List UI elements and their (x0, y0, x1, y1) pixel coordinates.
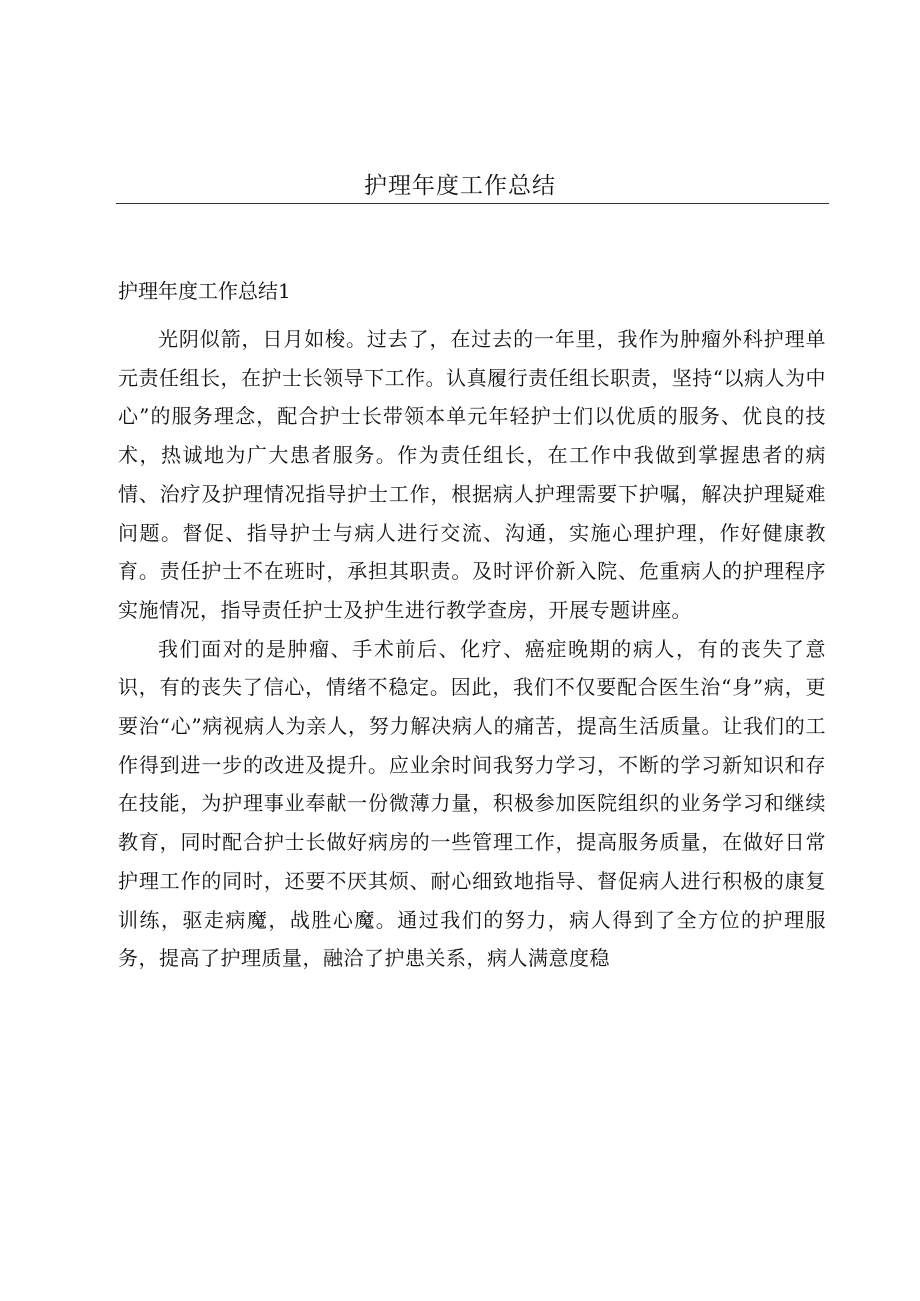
paragraph-1: 光阴似箭，日月如梭。过去了，在过去的一年里，我作为肿瘤外科护理单元责任组长，在护士长领导下工作。认真履行责任组长职责，坚持“以病人为中心”的服务理念，配合护士长带领本单元年轻护士们以优质的服务、优良的技术，热诚地为广大患者服务。作为责任组长，在工作中我做到掌握患者的病情、治疗及护理情况指导护士工作，根据病人护理需要下护嘱，解决护理疑难问题。督促、指导护士与病人进行交流、沟通，实施心理护理，作好健康教育。责任护士不在班时，承担其职责。及时评价新入院、危重病人的护理程序实施情况，指导责任护士及护生进行教学查房，开展专题讲座。 (118, 327, 826, 622)
document-title: 护理年度工作总结 (364, 173, 556, 199)
paragraph-2: 我们面对的是肿瘤、手术前后、化疗、癌症晚期的病人，有的丧失了意识，有的丧失了信心，情绪不稳定。因此，我们不仅要配合医生治“身”病，更要治“心”病视病人为亲人，努力解决病人的痛苦，提高生活质量。让我们的工作得到进一步的改进及提升。应业余时间我努力学习，不断的学习新知识和存在技能，为护理事业奉献一份微薄力量，积极参加医院组织的业务学习和继续教育，同时配合护士长做好病房的一些管理工作，提高服务质量，在做好日常护理工作的同时，还要不厌其烦、耐心细致地指导、督促病人进行积极的康复训练，驱走病魔，战胜心魔。通过我们的努力，病人得到了全方位的护理服务，提高了护理质量，融洽了护患关系，病人满意度稳 (118, 636, 826, 971)
section-heading: 护理年度工作总结1 (118, 279, 291, 303)
body-text (118, 320, 826, 978)
title-underline (116, 203, 829, 204)
